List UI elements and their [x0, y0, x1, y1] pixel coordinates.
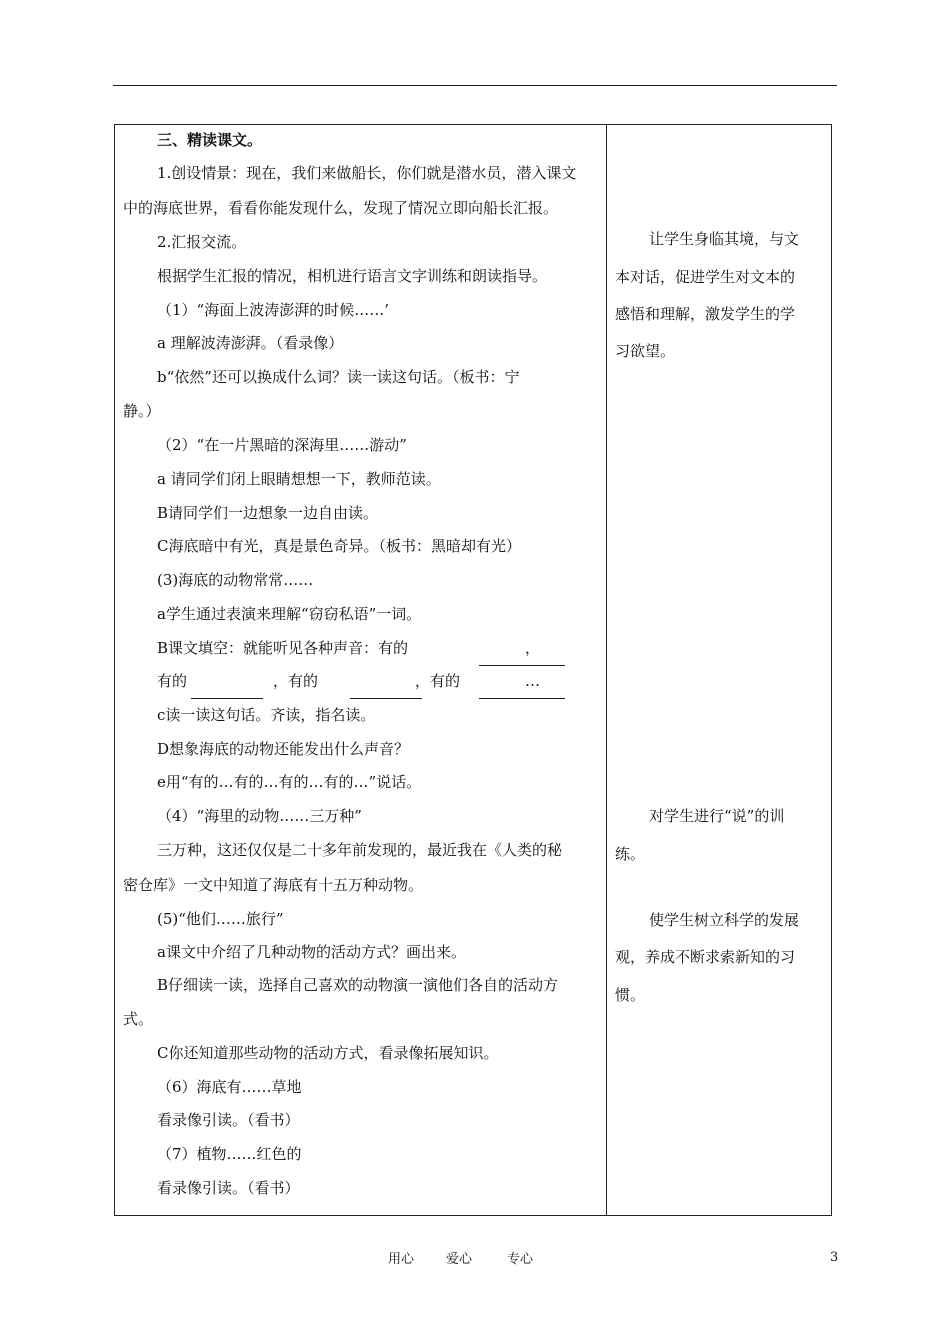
- text-line: （7）植物……红色的: [157, 1145, 302, 1163]
- text-line: （6）海底有……草地: [157, 1078, 302, 1096]
- text-line: C你还知道那些动物的活动方式，看录像拓展知识。: [157, 1044, 499, 1062]
- text-line: c读一读这句话。齐读，指名读。: [157, 706, 376, 724]
- text-line: b“依然”还可以换成什么词？读一读这句话。（板书：宁: [157, 368, 520, 386]
- footer-text: 用心: [388, 1252, 415, 1267]
- section-title: 三、精读课文。: [157, 131, 263, 149]
- lesson-table: [114, 124, 832, 1216]
- text-line: 中的海底世界，看看你能发现什么，发现了情况立即向船长汇报。: [123, 199, 559, 217]
- text-line: D想象海底的动物还能发出什么声音？: [157, 740, 410, 758]
- text-line: 看录像引读。（看书）: [157, 1111, 300, 1129]
- text-line: 看录像引读。（看书）: [157, 1179, 300, 1197]
- text-line: 静。）: [123, 402, 161, 420]
- text-line: B请同学们一边想象一边自由读。: [157, 504, 379, 522]
- fill-blank-line: [350, 698, 422, 699]
- text-line: 三万种，这还仅仅是二十多年前发现的，最近我在《人类的秘: [157, 841, 563, 859]
- text-line: 根据学生汇报的情况，相机进行语言文字训练和朗读指导。: [157, 267, 548, 285]
- note-line: 对学生进行“说”的训: [649, 807, 785, 825]
- note-line: 让学生身临其境，与文: [649, 230, 800, 248]
- fill-blank-line: [479, 665, 565, 666]
- text-fragment: ，有的: [273, 672, 319, 690]
- text-fragment: ，: [525, 639, 541, 657]
- text-line: 密仓库》一文中知道了海底有十五万种动物。: [123, 876, 424, 894]
- text-line: 2.汇报交流。: [157, 233, 247, 251]
- text-line: a学生通过表演来理解“窃窃私语”一词。: [157, 605, 422, 623]
- text-line: （4）“海里的动物……三万种”: [157, 807, 362, 825]
- footer-text: 爱心: [446, 1252, 473, 1267]
- note-line: 惯。: [615, 986, 646, 1004]
- note-line: 习欲望。: [615, 342, 676, 360]
- text-line: （1）“海面上波涛澎湃的时候……’: [157, 301, 389, 319]
- text-fragment: …: [525, 672, 540, 690]
- text-fragment: ，有的: [415, 672, 461, 690]
- text-line: a课文中介绍了几种动物的活动方式？画出来。: [157, 943, 466, 961]
- text-line: C海底暗中有光，真是景色奇异。（板书：黑暗却有光）: [157, 537, 521, 555]
- text-line: （2）“在一片黑暗的深海里……游动”: [157, 436, 407, 454]
- note-line: 练。: [615, 845, 646, 863]
- page-number: 3: [830, 1250, 839, 1265]
- text-line: a 理解波涛澎湃。（看录像）: [157, 334, 344, 352]
- text-line: 1.创设情景：现在，我们来做船长，你们就是潜水员，潜入课文: [157, 164, 577, 182]
- text-line: a 请同学们闭上眼睛想想一下，教师范读。: [157, 470, 441, 488]
- header-rule: [113, 85, 837, 86]
- text-line: 式。: [123, 1010, 154, 1028]
- text-line: B仔细读一读，选择自己喜欢的动物演一演他们各自的活动方: [157, 976, 559, 994]
- text-line: B课文填空：就能听见各种声音：有的: [157, 639, 409, 657]
- note-line: 观，养成不断求索新知的习: [615, 948, 796, 966]
- footer-text: 专心: [507, 1252, 534, 1267]
- column-divider: [606, 125, 607, 1215]
- text-line: e用“有的…有的…有的…有的…”说话。: [157, 773, 422, 791]
- fill-blank-line: [479, 698, 565, 699]
- text-fragment: 有的: [157, 672, 188, 690]
- note-line: 使学生树立科学的发展: [649, 911, 800, 929]
- text-line: (3)海底的动物常常……: [157, 571, 314, 589]
- text-line: (5)“他们……旅行”: [157, 910, 284, 928]
- note-line: 本对话，促进学生对文本的: [615, 268, 796, 286]
- note-line: 感悟和理解，激发学生的学: [615, 305, 796, 323]
- fill-blank-line: [191, 698, 263, 699]
